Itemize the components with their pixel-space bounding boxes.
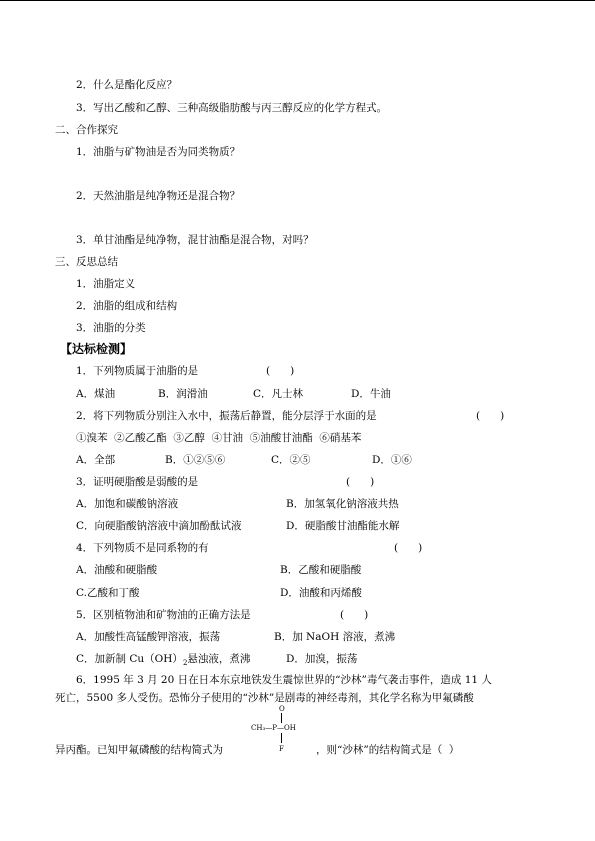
answer-paren: ( ) xyxy=(340,609,369,621)
option: D．牛油 xyxy=(351,388,391,400)
answer-paren: ( ) xyxy=(346,476,375,488)
test-q5-stem: 5．区别植物油和矿物油的正确方法是 xyxy=(76,609,251,621)
option: D．油酸和丙烯酸 xyxy=(280,587,362,599)
option: D．加溴，振荡 xyxy=(286,653,358,665)
option: B．乙酸和硬脂酸 xyxy=(280,564,362,576)
option: A．加饱和碳酸钠溶液 xyxy=(76,498,179,510)
test-q3-stem: 3．证明硬脂酸是弱酸的是 xyxy=(76,476,199,488)
section-heading-test: 【达标检测】 xyxy=(60,342,133,356)
answer-paren: ( ) xyxy=(476,410,505,422)
option: A．煤油 xyxy=(76,388,116,400)
option: C．向硬脂酸钠溶液中滴加酚酞试液 xyxy=(76,520,242,532)
section-heading-coop: 二、合作探究 xyxy=(55,124,118,136)
struct-main-chain: CH₃—P—OH xyxy=(251,724,296,732)
page-top-border xyxy=(0,0,595,1)
section-heading-reflect: 三、反思总结 xyxy=(55,256,118,268)
option: A．全部 xyxy=(76,454,116,466)
test-q6-line: ，则“沙林”的结构简式是（ ） xyxy=(316,744,460,756)
option: D．硬脂酸甘油酯能水解 xyxy=(286,520,400,532)
struct-bond-bottom xyxy=(281,733,282,743)
answer-paren: ( ) xyxy=(394,542,423,554)
test-q2-stem: 2．将下列物质分别注入水中，振荡后静置，能分层浮于水面的是 xyxy=(76,410,377,422)
coop-question-3: 3．单甘油酯是纯净物，混甘油酯是混合物，对吗？ xyxy=(76,234,314,246)
struct-bond-top xyxy=(281,713,282,723)
test-q6-line: 死亡，5500 多人受伤。恐怖分子使用的“沙林”是剧毒的神经毒剂，其化学名称为甲氟磷酸 xyxy=(55,692,474,704)
option: A．加酸性高锰酸钾溶液，振荡 xyxy=(76,631,221,643)
option: B．①②⑤⑥ xyxy=(165,454,226,466)
test-q4-stem: 4．下列物质不是同系物的有 xyxy=(76,542,209,554)
test-q2-list: ①溴苯 ②乙酸乙酯 ③乙醇 ④甘油 ⑤油酸甘油酯 ⑥硝基苯 xyxy=(76,432,362,444)
phosphonic-acid-structure xyxy=(248,705,316,755)
option: B．加 NaOH 溶液，煮沸 xyxy=(274,631,396,643)
reflect-item: 1．油脂定义 xyxy=(76,278,136,290)
option: C．加新制 $Cu(OH)_2$悬浊液，煮沸 xyxy=(76,653,251,667)
coop-question-1: 1．油脂与矿物油是否为同类物质？ xyxy=(76,146,241,158)
reflect-item: 3．油脂的分类 xyxy=(76,322,146,334)
test-q6-line: 异丙酯。已知甲氟磷酸的结构简式为 xyxy=(55,744,223,756)
option: C．②⑤ xyxy=(271,454,311,466)
struct-fluorine: F xyxy=(279,745,284,753)
answer-paren: ( ) xyxy=(266,365,295,377)
test-q6-line: 6．1995 年 3 月 20 日在日本东京地铁发生震惊世界的“沙林”毒气袭击事件，造成 11 人 xyxy=(76,674,492,686)
option: B．润滑油 xyxy=(158,388,208,400)
struct-oxygen: O xyxy=(279,705,285,713)
option: C.乙酸和丁酸 xyxy=(76,587,140,599)
prep-question-2: 2．什么是酯化反应？ xyxy=(76,79,178,91)
option: C．凡士林 xyxy=(253,388,304,400)
option: D．①⑥ xyxy=(372,454,412,466)
subscript: 2 xyxy=(182,659,188,667)
reflect-item: 2．油脂的组成和结构 xyxy=(76,300,178,312)
coop-question-2: 2．天然油脂是纯净物还是混合物？ xyxy=(76,190,241,202)
option: A．油酸和硬脂酸 xyxy=(76,564,158,576)
option: B．加氢氧化钠溶液共热 xyxy=(286,498,399,510)
prep-question-3: 3．写出乙酸和乙醇、三种高级脂肪酸与丙三醇反应的化学方程式。 xyxy=(76,102,388,114)
test-q1-stem: 1．下列物质属于油脂的是 xyxy=(76,365,199,377)
